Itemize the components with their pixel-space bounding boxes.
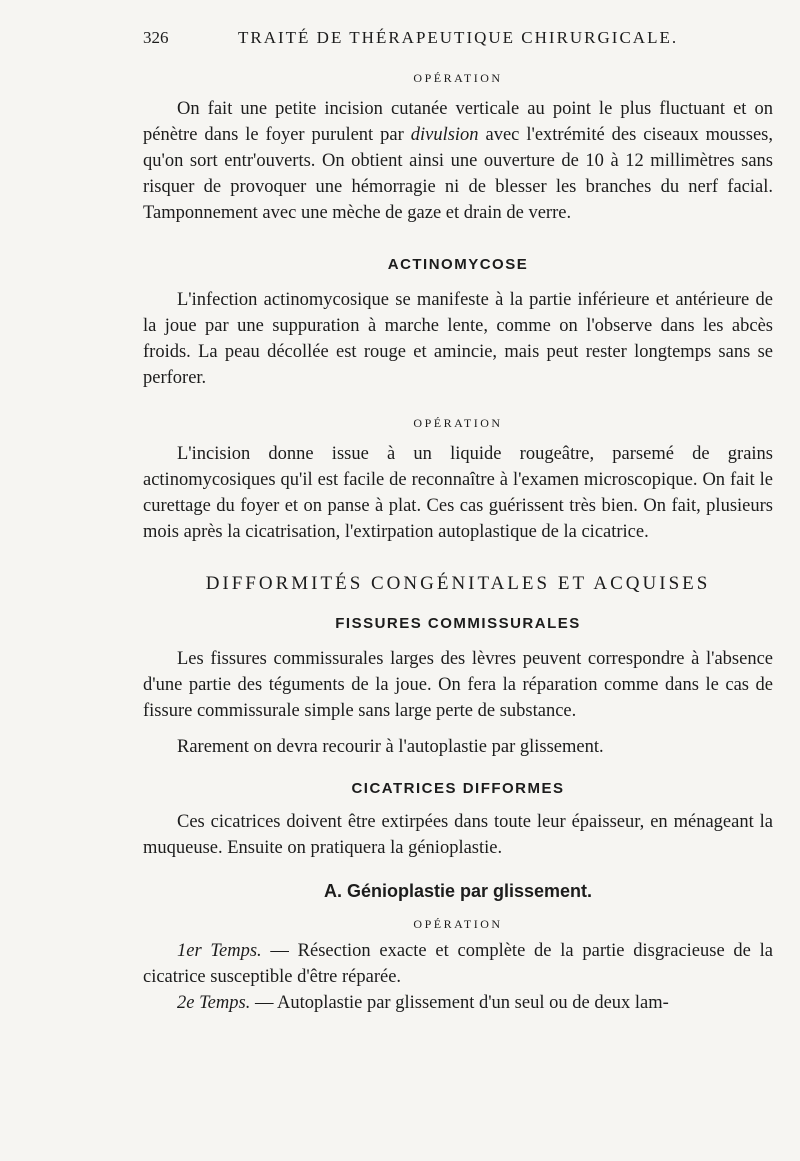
text-before: On fait une petite incision cutanée verticale au point le plus fluctuant et on pénètre dans le foyer purulent par <box>143 99 773 145</box>
step-1-paragraph <box>143 938 773 990</box>
difformites-heading: DIFFORMITÉS CONGÉNITALES ET ACQUISES <box>205 573 711 594</box>
operation-heading-1: OPÉRATION <box>413 71 503 85</box>
operation-heading-2: OPÉRATION <box>413 416 503 430</box>
step-1-text: — Résection exacte et complète de la partie disgracieuse de la cicatrice susceptible d'être réparée. <box>143 941 773 987</box>
page-number: 326 <box>143 28 169 47</box>
step-2-paragraph <box>143 990 773 1016</box>
step-2-label: 2e Temps. <box>177 993 251 1013</box>
actinomycose-heading: ACTINOMYCOSE <box>387 256 529 273</box>
page-body <box>143 68 773 1016</box>
fissures-paragraph-1: Les fissures commissurales larges des lèvres peuvent correspondre à l'absence d'une partie des téguments de la joue. On fera la réparation comme dans le cas de fissure commissurale simple sans large perte de substance. <box>143 649 773 721</box>
running-head <box>143 28 783 52</box>
operation-paragraph-2: L'incision donne issue à un liquide rougeâtre, parsemé de grains actinomycosiques qu'il est facile de reconnaître à l'examen microscopique. On fait le curettage du foyer et on panse à plat. Ces cas guérissent très bien. On fait, plusieurs mois après la cicatrisation, l'extirpation autoplastique de la cicatrice. <box>143 444 773 542</box>
operation-paragraph-1 <box>143 96 773 226</box>
cicatrices-paragraph: Ces cicatrices doivent être extirpées dans toute leur épaisseur, en ménageant la muqueuse. Ensuite on pratiquera la génioplastie. <box>143 812 773 858</box>
actinomycose-paragraph: L'infection actinomycosique se manifeste à la partie inférieure et antérieure de la joue par une suppuration à marche lente, comme on l'observe dans les abcès froids. La peau décollée est rouge et amincie, mais peut rester longtemps sans se perforer. <box>143 290 773 388</box>
italic-term: divulsion <box>410 125 479 145</box>
step-1-label: 1er Temps. <box>177 941 262 961</box>
genioplastie-heading: A. Génioplastie par glissement. <box>323 881 593 901</box>
text-after: avec l'extrémité des ciseaux mousses, qu'on sort entr'ouverts. On obtient ainsi une ouverture de 10 à 12 millimètres sans risquer de provoquer une hémorragie ni de blesser les branches du nerf facial. Tamponnement avec une mèche de gaze et drain de verre. <box>143 125 773 223</box>
running-title: TRAITÉ DE THÉRAPEUTIQUE CHIRURGICALE. <box>238 28 679 47</box>
fissures-paragraph-2: Rarement on devra recourir à l'autoplastie par glissement. <box>177 737 604 757</box>
step-2-text: — Autoplastie par glissement d'un seul ou de deux lam- <box>250 993 669 1013</box>
operation-heading-3: OPÉRATION <box>413 917 503 931</box>
cicatrices-heading: CICATRICES DIFFORMES <box>351 780 565 797</box>
fissures-heading: FISSURES COMMISSURALES <box>335 615 581 632</box>
